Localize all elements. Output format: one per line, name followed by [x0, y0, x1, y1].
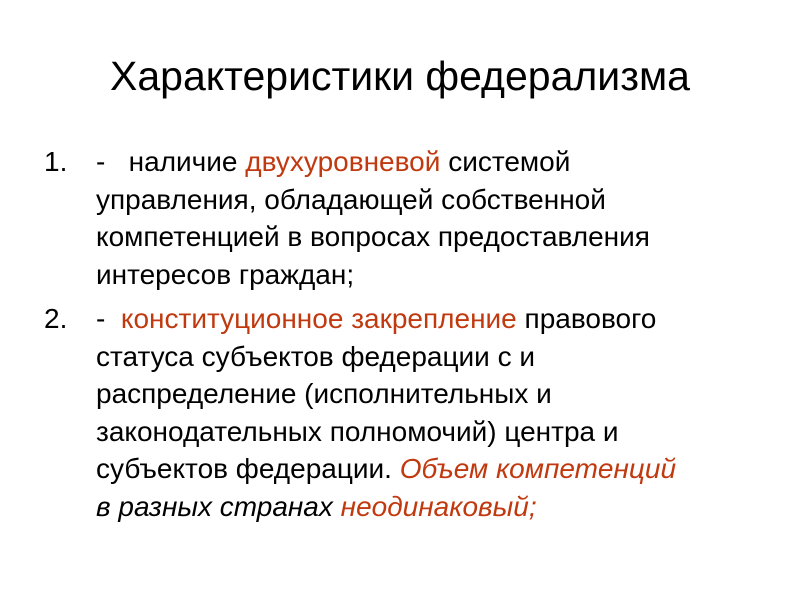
item-text: компетенцией в вопросах предоставления — [96, 221, 650, 252]
item-text: статуса субъектов федерации с и — [96, 340, 536, 372]
item-highlight: конституционное закрепление — [120, 303, 517, 334]
item-number: 2. — [44, 303, 68, 334]
item-dash: - — [96, 146, 106, 177]
item-text: законодательных полномочий) центра и — [96, 415, 619, 447]
item-text: управления, обладающей собственной — [96, 183, 606, 215]
item-text: наличие — [128, 146, 238, 177]
list-item-2 — [44, 300, 764, 525]
item-italic-highlight: неодинаковый; — [340, 490, 537, 522]
item-number: 1. — [44, 146, 68, 177]
item-text: системой — [448, 146, 571, 177]
item-italic-text: в разных странах — [96, 490, 333, 522]
list-item-1 — [44, 143, 764, 293]
item-text: субъектов федерации. — [96, 453, 392, 484]
item-text: интересов граждан; — [96, 258, 355, 290]
item-text: правового — [524, 303, 657, 334]
item-dash: - — [96, 303, 106, 334]
item-highlight: двухуровневой — [245, 146, 441, 177]
item-italic-highlight: Объем компетенций — [399, 453, 677, 484]
feature-list — [44, 143, 764, 525]
slide-title: Характеристики федерализма — [110, 53, 690, 99]
item-text: распределение (исполнительных и — [96, 378, 552, 409]
